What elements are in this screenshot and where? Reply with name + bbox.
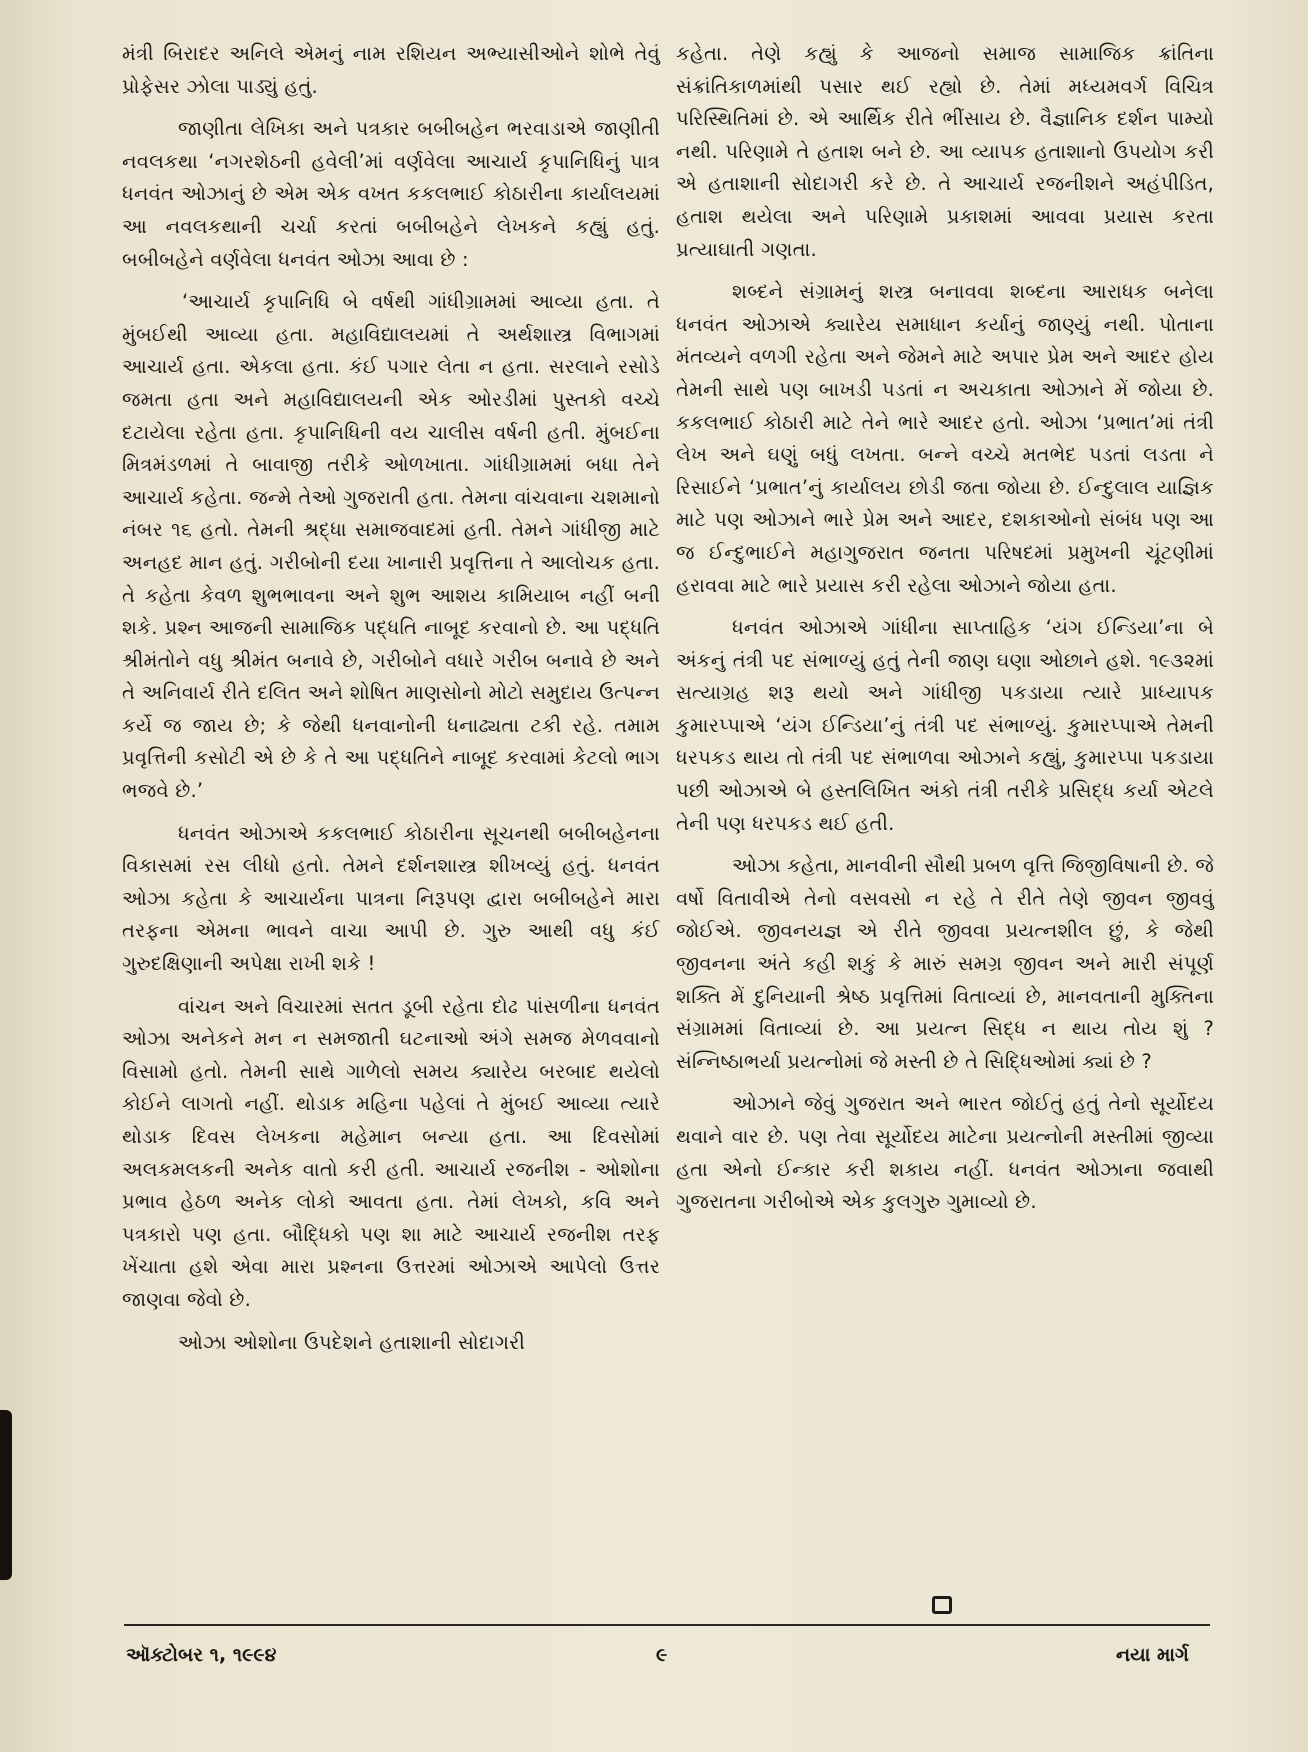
right-column: [676, 38, 1214, 1229]
quoted-paragraph: ‘આચાર્ય કૃપાનિધિ બે વર્ષથી ગાંધીગ્રામમાં આવ્યા હતા. તે મુંબઈથી આવ્યા હતા. મહાવિદ્યાલયમાં તે અર્થશાસ્ત્ર વિભાગમાં આચાર્ય હતા. એકલા હતા. કંઈ પગાર લેતા ન હતા. સરલાને રસોડે જમતા હતા અને મહાવિદ્યાલયની એક ઓરડીમાં પુસ્તકો વચ્ચે દટાયેલા રહેતા હતા. કૃપાનિધિની વય ચાલીસ વર્ષની હતી. મુંબઈના મિત્રમંડળમાં તે બાવાજી તરીકે ઓળખાતા. ગાંધીગ્રામમાં બધા તેને આચાર્ય કહેતા. જન્મે તેઓ ગુજરાતી હતા. તેમના વાંચવાના ચશમાનો નંબર ૧૬ હતો. તેમની શ્રદ્ધા સમાજવાદમાં હતી. તેમને ગાંધીજી માટે અનહદ માન હતું. ગરીબોની દયા ખાનારી પ્રવૃત્તિના તે આલોચક હતા. તે કહેતા કેવળ શુભભાવના અને શુભ આશય કામિયાબ નહીં બની શકે. પ્રશ્ન આજની સામાજિક પદ્ધતિ નાબૂદ કરવાનો છે. આ પદ્ધતિ શ્રીમંતોને વધુ શ્રીમંત બનાવે છે, ગરીબોને વધારે ગરીબ બનાવે છે અને તે અનિવાર્ય રીતે દલિત અને શોષિત માણસોનો મોટો સમુદાય ઉત્પન્ન કર્યે જ જાય છે; કે જેથી ધનવાનોની ધનાઢ્યતા ટકી રહે. તમામ પ્રવૃત્તિની કસોટી એ છે કે તે આ પદ્ધતિને નાબૂદ કરવામાં કેટલો ભાગ ભજવે છે.’: [122, 290, 660, 803]
paragraph: ધનવંત ઓઝાએ કકલભાઈ કોઠારીના સૂચનથી બબીબહેનના વિકાસમાં રસ લીધો હતો. તેમને દર્શનશાસ્ત્ર શીખવ્યું હતું. ધનવંત ઓઝા કહેતા કે આચાર્યના પાત્રના નિરૂપણ દ્વારા બબીબહેને મારા તરફના એમના ભાવને વાચા આપી છે. ગુરુ આથી વધુ કંઈ ગુરુદક્ષિણાની અપેક્ષા રાખી શકે !: [122, 821, 660, 976]
paragraph: ઓઝા કહેતા, માનવીની સૌથી પ્રબળ વૃત્તિ જિજીવિષાની છે. જે વર્ષો વિતાવીએ તેનો વસવસો ન રહે તે રીતે તેણે જીવન જીવવું જોઈએ. જીવનયજ્ઞ એ રીતે જીવવા પ્રયત્નશીલ છું, કે જેથી જીવનના અંતે કહી શકું કે મારું સમગ્ર જીવન અને મારી સંપૂર્ણ શક્તિ મેં દુનિયાની શ્રેષ્ઠ પ્રવૃત્તિમાં વિતાવ્યાં છે, માનવતાની મુક્તિના સંગ્રામમાં વિતાવ્યાં છે. આ પ્રયત્ન સિદ્ધ ન થાય તોય શું ? સંન્નિષ્ઠાભર્યા પ્રયત્નોમાં જે મસ્તી છે તે સિદ્ધિઓમાં ક્યાં છે ?: [676, 854, 1214, 1073]
left-column: [122, 38, 660, 1369]
footer-divider: [124, 1624, 1210, 1626]
paragraph: ધનવંત ઓઝાએ ગાંધીના સાપ્તાહિક ‘યંગ ઈન્ડિયા’ના બે અંકનું તંત્રી પદ સંભાળ્યું હતું તેની જાણ ઘણા ઓછાને હશે. ૧૯૩૨માં સત્યાગ્રહ શરૂ થયો અને ગાંધીજી પકડાયા ત્યારે પ્રાધ્યાપક કુમારપ્પાએ ‘યંગ ઈન્ડિયા’નું તંત્રી પદ સંભાળ્યું. કુમારપ્પાએ તેમની ધરપકડ થાય તો તંત્રી પદ સંભાળવા ઓઝાને કહ્યું, કુમારપ્પા પકડાયા પછી ઓઝાએ બે હસ્તલિખિત અંકો તંત્રી તરીકે પ્રસિદ્ધ કર્યા એટલે તેની પણ ધરપકડ થઈ હતી.: [676, 616, 1214, 835]
paragraph: ઓઝાને જેવું ગુજરાત અને ભારત જોઈતું હતું તેનો સૂર્યોદય થવાને વાર છે. પણ તેવા સૂર્યોદય માટેના પ્રયત્નોની મસ્તીમાં જીવ્યા હતા એનો ઈન્કાર કરી શકાય નહીં. ધનવંત ઓઝાના જવાથી ગુજરાતના ગરીબોએ એક કુલગુરુ ગુમાવ્યો છે.: [676, 1092, 1214, 1214]
binding-shadow: [0, 1410, 12, 1580]
paragraph: જાણીતા લેખિકા અને પત્રકાર બબીબહેન ભરવાડાએ જાણીતી નવલકથા ‘નગરશેઠની હવેલી’માં વર્ણવેલા આચાર્ય કૃપાનિધિનું પાત્ર ધનવંત ઓઝાનું છે એમ એક વખત કકલભાઈ કોઠારીના કાર્યાલયમાં આ નવલકથાની ચર્ચા કરતાં બબીબહેને લેખકને કહ્યું હતું. બબીબહેને વર્ણવેલા ધનવંત ઓઝા આવા છે :: [122, 117, 660, 271]
issue-date: ઑક્ટોબર ૧, ૧૯૯૪: [126, 1644, 277, 1666]
paragraph: ઓઝા ઓશોના ઉપદેશને હતાશાની સોદાગરી: [178, 1330, 525, 1354]
article-end-box-icon: [932, 1596, 952, 1614]
paragraph: મંત્રી બિરાદર અનિલે એમનું નામ રશિયન અભ્યાસીઓને શોભે તેવું પ્રોફેસર ઝોલા પાડ્યું હતું.: [122, 42, 660, 98]
page-number: ૯: [656, 1644, 668, 1666]
paragraph: કહેતા. તેણે કહ્યું કે આજનો સમાજ સામાજિક ક્રાંતિના સંક્રાંતિકાળમાંથી પસાર થઈ રહ્યો છે. તેમાં મધ્યમવર્ગ વિચિત્ર પરિસ્થિતિમાં છે. એ આર્થિક રીતે ભીંસાય છે. વૈજ્ઞાનિક દર્શન પામ્યો નથી. પરિણામે તે હતાશ બને છે. આ વ્યાપક હતાશાનો ઉપયોગ કરી એ હતાશાની સોદાગરી કરે છે. તે આચાર્ય રજનીશને અહંપીડિત, હતાશ થયેલા અને પરિણામે પ્રકાશમાં આવવા પ્રયાસ કરતા પ્રત્યાઘાતી ગણતા.: [676, 42, 1214, 261]
magazine-name: નયા માર્ગ: [1116, 1644, 1189, 1666]
paragraph: શબ્દને સંગ્રામનું શસ્ત્ર બનાવવા શબ્દના આરાધક બનેલા ધનવંત ઓઝાએ ક્યારેય સમાધાન કર્યાનું જાણ્યું નથી. પોતાના મંતવ્યને વળગી રહેતા અને જેમને માટે અપાર પ્રેમ અને આદર હોય તેમની સાથે પણ બાખડી પડતાં ન અચકાતા ઓઝાને મેં જોયા છે. કકલભાઈ કોઠારી માટે તેને ભારે આદર હતો. ઓઝા ‘પ્રભાત’માં તંત્રી લેખ અને ઘણું બધું લખતા. બન્ને વચ્ચે મતભેદ પડતાં લડતા ને રિસાઈને ‘પ્રભાત’નું કાર્યાલય છોડી જતા જોયા છે. ઈન્દુલાલ યાજ્ઞિક માટે પણ ઓઝાને ભારે પ્રેમ અને આદર, દશકાઓનો સંબંધ પણ આ જ ઈન્દુભાઈને મહાગુજરાત જનતા પરિષદમાં પ્રમુખની ચૂંટણીમાં હરાવવા માટે ભારે પ્રયાસ કરી રહેલા ઓઝાને જોયા હતા.: [676, 280, 1214, 597]
paragraph: વાંચન અને વિચારમાં સતત ડૂબી રહેતા દોઢ પાંસળીના ધનવંત ઓઝા અનેકને મન ન સમજાતી ઘટનાઓ અંગે સમજ મેળવવાનો વિસામો હતો. તેમની સાથે ગાળેલો સમય ક્યારેય બરબાદ થયેલો કોઈને લાગતો નહીં. થોડાક મહિના પહેલાં તે મુંબઈ આવ્યા ત્યારે થોડાક દિવસ લેખકના મહેમાન બન્યા હતા. આ દિવસોમાં અલકમલકની અનેક વાતો કરી હતી. આચાર્ય રજનીશ - ઓશોના પ્રભાવ હેઠળ અનેક લોકો આવતા હતા. તેમાં લેખકો, કવિ અને પત્રકારો પણ હતા. બૌદ્ધિકો પણ શા માટે આચાર્ય રજનીશ તરફ ખેંચાતા હશે એવા મારા પ્રશ્નના ઉત્તરમાં ઓઝાએ આપેલો ઉત્તર જાણવા જેવો છે.: [122, 994, 660, 1311]
